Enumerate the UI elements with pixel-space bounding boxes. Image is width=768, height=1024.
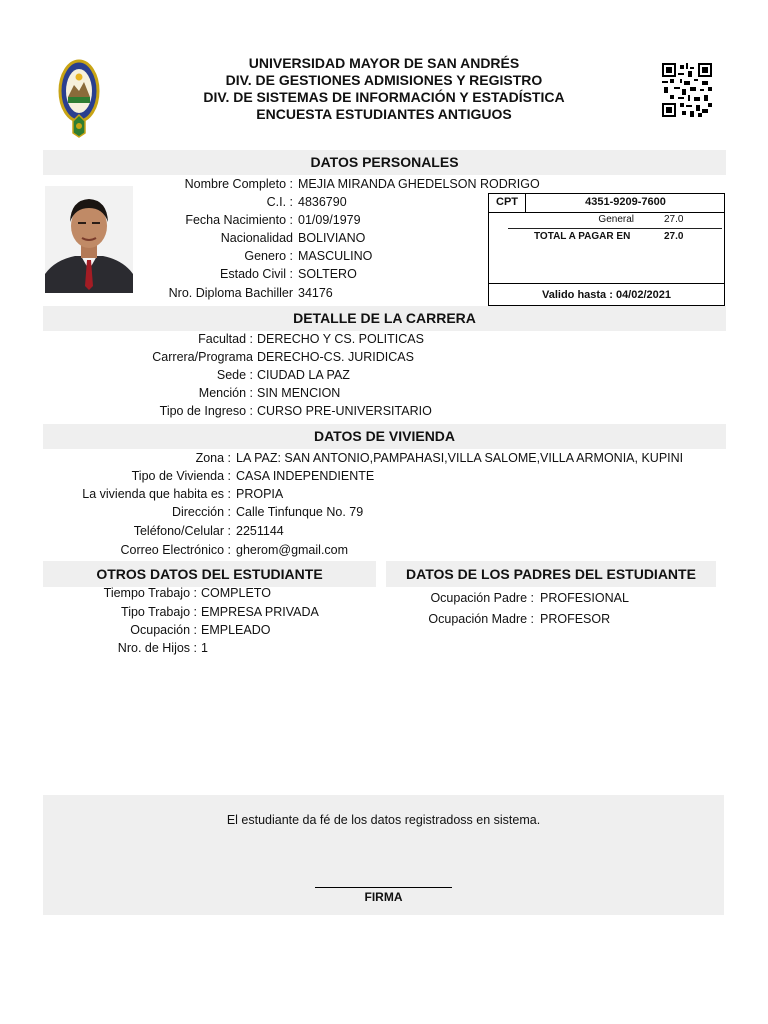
field-value: 1 (201, 641, 208, 655)
field-value: EMPRESA PRIVADA (201, 605, 319, 619)
section-housing-header (43, 424, 726, 449)
survey-title: ENCUESTA ESTUDIANTES ANTIGUOS (256, 106, 512, 122)
field-label: Ocupación : (130, 623, 197, 637)
field-value: MASCULINO (298, 249, 373, 263)
field-value: LA PAZ: SAN ANTONIO,PAMPAHASI,VILLA SALOME,VILLA ARMONIA, KUPINI (236, 451, 684, 465)
field-label: Ocupación Padre : (430, 591, 534, 605)
field-label: Nro. de Hijos : (117, 641, 197, 655)
section-title: DATOS DE LOS PADRES DEL ESTUDIANTE (406, 566, 696, 582)
field-label: Tipo Trabajo : (121, 605, 197, 619)
field-value: 34176 (298, 286, 333, 300)
field-label: La vivienda que habita es : (82, 487, 231, 501)
field-label: Tipo de Ingreso : (159, 404, 253, 418)
cpt-code: 4351-9209-7600 (585, 196, 666, 208)
field-label: Genero : (244, 249, 293, 263)
field-value: PROFESIONAL (540, 591, 629, 605)
signature-label: FIRMA (364, 890, 403, 904)
valid-until: Valido hasta : 04/02/2021 (541, 289, 672, 301)
field-value: BOLIVIANO (298, 231, 366, 245)
field-label: Tipo de Vivienda : (131, 469, 231, 483)
section-title: DATOS DE VIVIENDA (313, 428, 456, 444)
cpt-label: CPT (496, 196, 518, 208)
field-value: EMPLEADO (201, 623, 271, 637)
field-value: DERECHO-CS. JURIDICAS (257, 350, 414, 364)
section-title: OTROS DATOS DEL ESTUDIANTE (96, 566, 323, 582)
division-systems: DIV. DE SISTEMAS DE INFORMACIÓN Y ESTADÍSTICA (203, 89, 565, 105)
field-value: 01/09/1979 (298, 213, 361, 227)
total-value: 27.0 (664, 231, 684, 242)
field-value: PROPIA (236, 487, 284, 501)
field-label: Facultad : (198, 332, 253, 346)
field-value: gherom@gmail.com (236, 543, 349, 557)
field-label: Fecha Nacimiento : (185, 213, 293, 227)
field-label: Nombre Completo : (184, 177, 293, 191)
field-label: Tiempo Trabajo : (103, 586, 197, 600)
field-label: Zona : (195, 451, 231, 465)
field-value: SIN MENCION (257, 386, 341, 400)
field-value: CASA INDEPENDIENTE (236, 469, 375, 483)
field-value: CIUDAD LA PAZ (257, 368, 350, 382)
total-divider (508, 228, 722, 229)
section-parents-header (386, 561, 716, 587)
field-value: PROFESOR (540, 612, 611, 626)
field-label: Sede : (216, 368, 253, 382)
signature-line (315, 887, 452, 888)
field-value: Calle Tinfunque No. 79 (236, 505, 364, 519)
division-admissions: DIV. DE GESTIONES ADMISIONES Y REGISTRO (225, 72, 543, 88)
field-label: Estado Civil : (220, 267, 293, 281)
payment-valid-divider (488, 283, 725, 284)
section-title: DATOS PERSONALES (310, 154, 459, 170)
total-label: TOTAL A PAGAR EN (534, 231, 631, 242)
field-value: MEJIA MIRANDA GHEDELSON RODRIGO (298, 177, 540, 191)
field-value: 2251144 (236, 524, 284, 538)
document-header (0, 55, 768, 123)
signature-statement: El estudiante da fé de los datos registradoss en sistema. (226, 813, 541, 827)
field-label: C.I. : (266, 195, 293, 209)
field-value: DERECHO Y CS. POLITICAS (257, 332, 424, 346)
general-label: General (598, 214, 634, 225)
field-label: Dirección : (171, 505, 231, 519)
section-personal-header (43, 150, 726, 175)
field-value: COMPLETO (201, 586, 271, 600)
field-value: CURSO PRE-UNIVERSITARIO (257, 404, 432, 418)
field-value: SOLTERO (298, 267, 357, 281)
university-name: UNIVERSIDAD MAYOR DE SAN ANDRÉS (248, 55, 520, 71)
general-value: 27.0 (664, 214, 684, 225)
field-label: Nro. Diploma Bachiller (168, 286, 293, 300)
field-label: Correo Electrónico : (120, 543, 231, 557)
field-label: Teléfono/Celular : (133, 524, 231, 538)
signature-section (43, 795, 724, 915)
section-title: DETALLE DE LA CARRERA (293, 310, 476, 326)
field-label: Nacionalidad (220, 231, 293, 245)
field-label: Ocupación Madre : (428, 612, 534, 626)
section-other-header (43, 561, 376, 587)
qr-code-icon (662, 63, 712, 117)
field-value: 4836790 (298, 195, 347, 209)
section-career-header (43, 306, 726, 331)
field-label: Mención : (198, 386, 253, 400)
student-photo (45, 186, 133, 293)
field-label: Carrera/Programa (152, 350, 253, 364)
